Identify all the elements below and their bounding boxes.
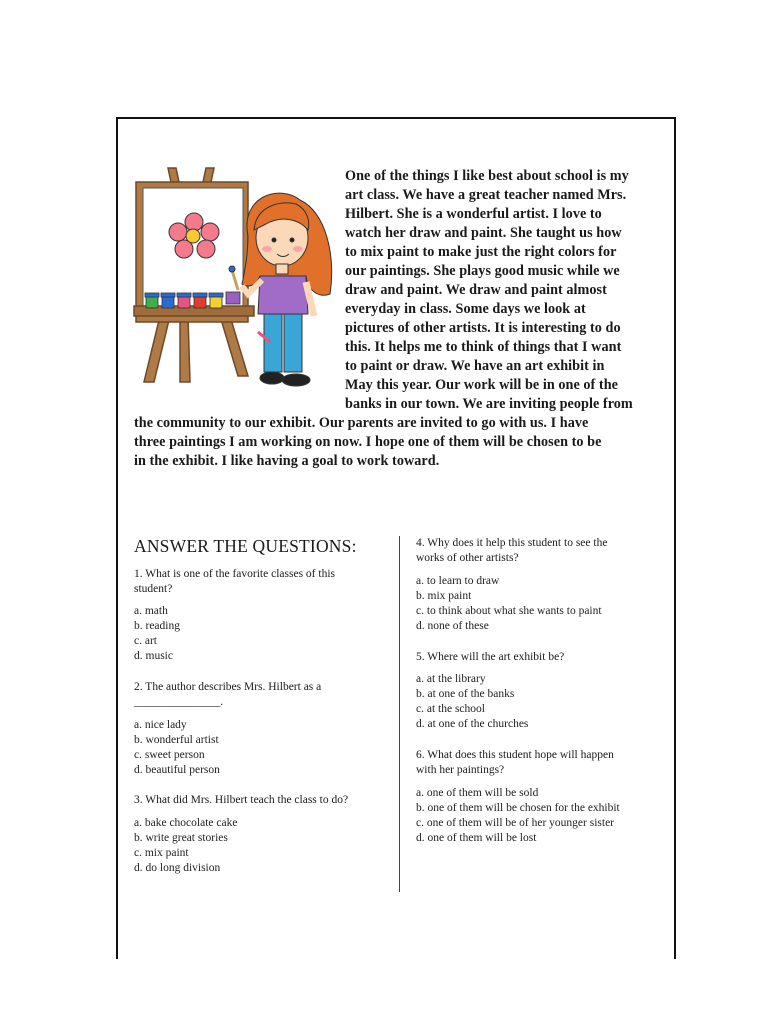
story-line: the community to our exhibit. Our parents are invited to go with us. I have [134,415,589,431]
story-line: pictures of other artists. It is interesting to do [345,320,621,336]
answer-option: b. at one of the banks [416,688,515,700]
answer-option: b. reading [134,620,180,632]
story-line: to paint or draw. We have an art exhibit in [345,358,605,374]
answer-option: b. one of them will be chosen for the exhibit [416,802,620,814]
answer-option: c. art [134,635,157,647]
answer-option: a. at the library [416,673,486,685]
question-3-options [134,816,237,876]
answer-option: d. do long division [134,862,221,874]
story-line: draw and paint. We draw and paint almost [345,282,607,298]
answer-option: a. math [134,605,168,617]
story-line: in the exhibit. I like having a goal to work toward. [134,453,440,469]
answer-option: a. one of them will be sold [416,787,539,799]
answer-option: b. mix paint [416,590,472,602]
question-5-prompt: 5. Where will the art exhibit be? [416,651,565,663]
answer-option: d. none of these [416,620,489,632]
answer-option: a. nice lady [134,719,187,731]
answer-option: b. write great stories [134,832,228,844]
story-line: three paintings I am working on now. I hope one of them will be chosen to be [134,434,602,450]
questions-heading: ANSWER THE QUESTIONS: [134,536,357,556]
answer-option: c. to think about what she wants to paint [416,605,602,617]
girl-at-easel-illustration [130,166,342,398]
answer-option: d. music [134,650,173,662]
question-2-options [134,718,220,778]
question-1-prompt: 1. What is one of the favorite classes of this student? [134,568,335,595]
story-line: to mix paint to make just the right colors for [345,244,617,260]
story-line: watch her draw and paint. She taught us how [345,225,622,241]
question-3-prompt: 3. What did Mrs. Hilbert teach the class to do? [134,794,349,806]
question-5-options [416,672,528,732]
story-line: One of the things I like best about school is my [345,168,629,184]
story-line: May this year. Our work will be in one of the [345,377,618,393]
story-line: banks in our town. We are inviting people from [345,396,633,412]
story-line: our paintings. She plays good music while we [345,263,620,279]
answer-option: c. one of them will be of her younger sister [416,817,614,829]
answer-option: b. wonderful artist [134,734,219,746]
answer-option: a. bake chocolate cake [134,817,238,829]
column-divider [399,536,400,892]
question-4-options [416,574,602,634]
question-2-prompt: 2. The author describes Mrs. Hilbert as a _______________. [134,681,322,708]
answer-option: a. to learn to draw [416,575,500,587]
question-6-prompt: 6. What does this student hope will happen with her paintings? [416,749,614,776]
question-1-options [134,604,180,664]
answer-option: d. at one of the churches [416,718,529,730]
answer-option: d. one of them will be lost [416,832,537,844]
story-line: this. It helps me to think of things that I want [345,339,622,355]
story-line: art class. We have a great teacher named Mrs. [345,187,627,203]
story-line: everyday in class. Some days we look at [345,301,586,317]
answer-option: c. mix paint [134,847,189,859]
easel [134,168,254,382]
answer-option: c. sweet person [134,749,205,761]
story-line: Hilbert. She is a wonderful artist. I love to [345,206,602,222]
answer-option: d. beautiful person [134,764,220,776]
answer-option: c. at the school [416,703,485,715]
question-4-prompt: 4. Why does it help this student to see the works of other artists? [416,537,608,564]
question-6-options [416,786,620,846]
